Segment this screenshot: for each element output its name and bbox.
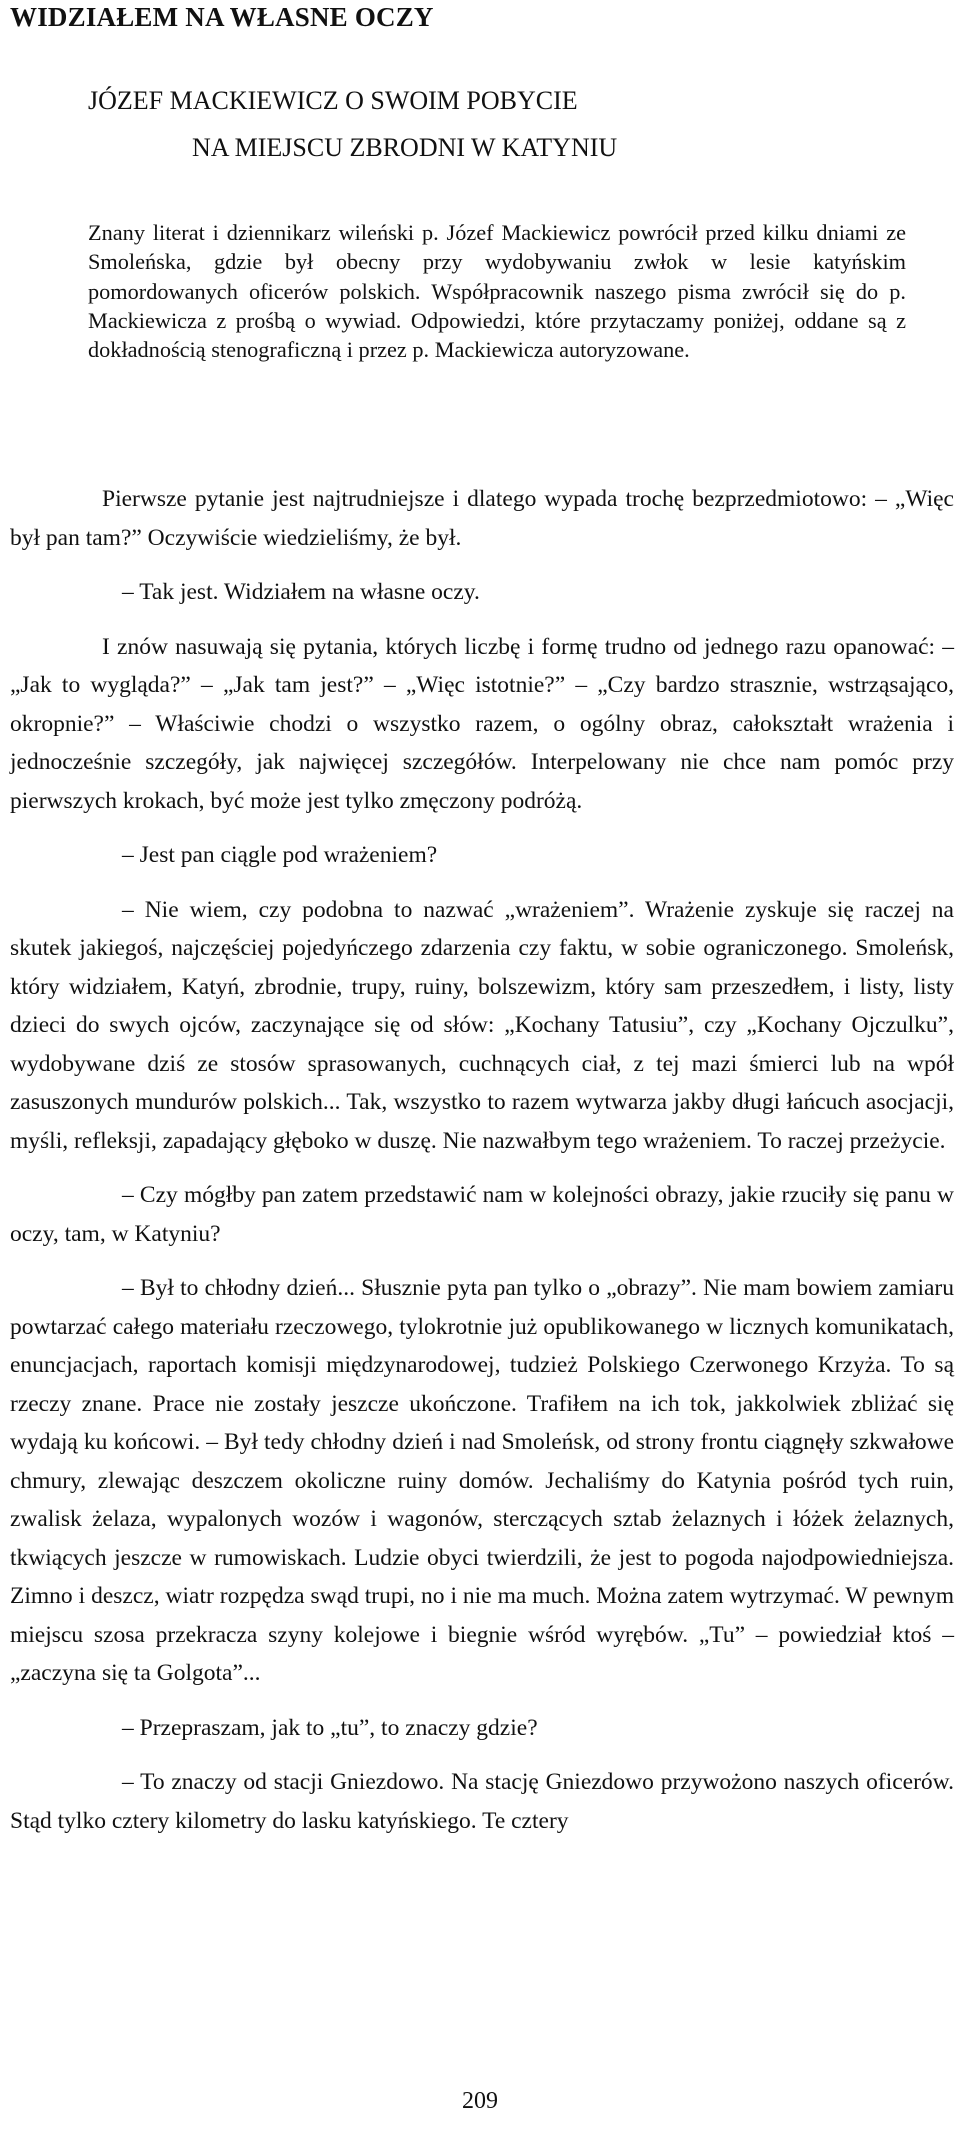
paragraph: Pierwsze pytanie jest najtrudniejsze i dlatego wypada trochę bezprzedmiotowo: – „Więc był pan tam?” Oczywiście wiedzieliśmy, że był. bbox=[10, 486, 954, 551]
article-body bbox=[10, 480, 954, 1856]
article-intro: Znany literat i dziennikarz wileński p. Józef Mackiewicz powrócił przed kilku dniami ze Smoleńska, gdzie był obecny przy wydobywaniu zwłok w lesie katyńskim pomordowanych oficerów polskich. Współpracownik naszego pisma zwrócił się do p. Mackiewicza z prośbą o wywiad. Odpowiedzi, które przytaczamy poniżej, oddane są z dokładnością stenograficzną i przez p. Mackiewicza autoryzowane. bbox=[88, 220, 906, 363]
article-title: WIDZIAŁEM NA WŁASNE OCZY bbox=[10, 2, 434, 32]
article-subtitle-line-1: JÓZEF MACKIEWICZ O SWOIM POBYCIE bbox=[88, 86, 578, 115]
paragraph: – Jest pan ciągle pod wrażeniem? bbox=[122, 842, 438, 868]
paragraph: – Tak jest. Widziałem na własne oczy. bbox=[122, 579, 480, 605]
paragraph: – Był to chłodny dzień... Słusznie pyta pan tylko o „obrazy”. Nie mam bowiem zamiaru powtarzać całego materiału rzeczowego, tylokrotnie już opublikowanego w licznych komunikatach, enuncjacjach, raportach komisji międzynarodowej, tudzież Polskiego Czerwonego Krzyża. To są rzeczy znane. Prace nie zostały jeszcze ukończone. Trafiłem na ich tok, jakkolwiek zbliżać się wydają ku końcowi. – Był tedy chłodny dzień i nad Smoleńsk, od strony frontu ciągnęły szkwałowe chmury, zlewając deszczem okoliczne ruiny domów. Jechaliśmy do Katynia pośród tych ruin, zwalisk żelaza, wypalonych wozów i wagonów, sterczących sztab żelaznych i łóżek żelaznych, tkwiących jeszcze w rumowiskach. Ludzie obyci twierdzili, że jest to pogoda najodpowiedniejsza. Zimno i deszcz, wiatr rozpędza swąd trupi, no i nie ma much. Można zatem wytrzymać. W pewnym miejscu szosa przekracza szyny kolejowe i biegnie wśród wyrębów. „Tu” – powiedział ktoś – „zaczyna się ta Golgota”... bbox=[10, 1275, 954, 1686]
paragraph: – Czy mógłby pan zatem przedstawić nam w kolejności obrazy, jakie rzuciły się panu w oczy, tam, w Katyniu? bbox=[10, 1182, 954, 1247]
article-subtitle-line-2: NA MIEJSCU ZBRODNI W KATYNIU bbox=[192, 133, 618, 162]
paragraph: I znów nasuwają się pytania, których liczbę i formę trudno od jednego razu opanować: – „Jak to wygląda?” – „Jak tam jest?” – „Więc istotnie?” – „Czy bardzo strasznie, wstrząsająco, okropnie?” – Właściwie chodzi o wszystko razem, o ogólny obraz, całokształt wrażenia i jednocześnie szczegóły, jak najwięcej szczegółów. Interpelowany nie chce nam pomóc przy pierwszych krokach, być może jest tylko zmęczony podróżą. bbox=[10, 633, 954, 814]
paragraph: – Nie wiem, czy podobna to nazwać „wrażeniem”. Wrażenie zyskuje się raczej na skutek jakiegoś, najczęściej pojedyńczego zdarzenia czy faktu, w sobie ograniczonego. Smoleńsk, który widziałem, Katyń, zbrodnie, trupy, ruiny, bolszewizm, który sam przeszedłem, i listy, listy dzieci do swych ojców, zaczynające się od słów: „Kochany Tatusiu”, czy „Kochany Ojczulku”, wydobywane dziś ze stosów sprasowanych, cuchnących ciał, z tej mazi śmierci lub na wpół zasuszonych mundurów polskich... Tak, wszystko to razem wytwarza jakby długi łańcuch asocjacji, myśli, refleksji, zapadający głęboko w duszę. Nie nazwałbym tego wrażeniem. To raczej przeżycie. bbox=[10, 896, 954, 1154]
page-number: 209 bbox=[462, 2088, 498, 2114]
paragraph: – To znaczy od stacji Gniezdowo. Na stację Gniezdowo przywożono naszych oficerów. Stąd tylko cztery kilometry do lasku katyńskiego. Te cztery bbox=[10, 1769, 954, 1834]
paragraph: – Przepraszam, jak to „tu”, to znaczy gdzie? bbox=[122, 1714, 538, 1741]
